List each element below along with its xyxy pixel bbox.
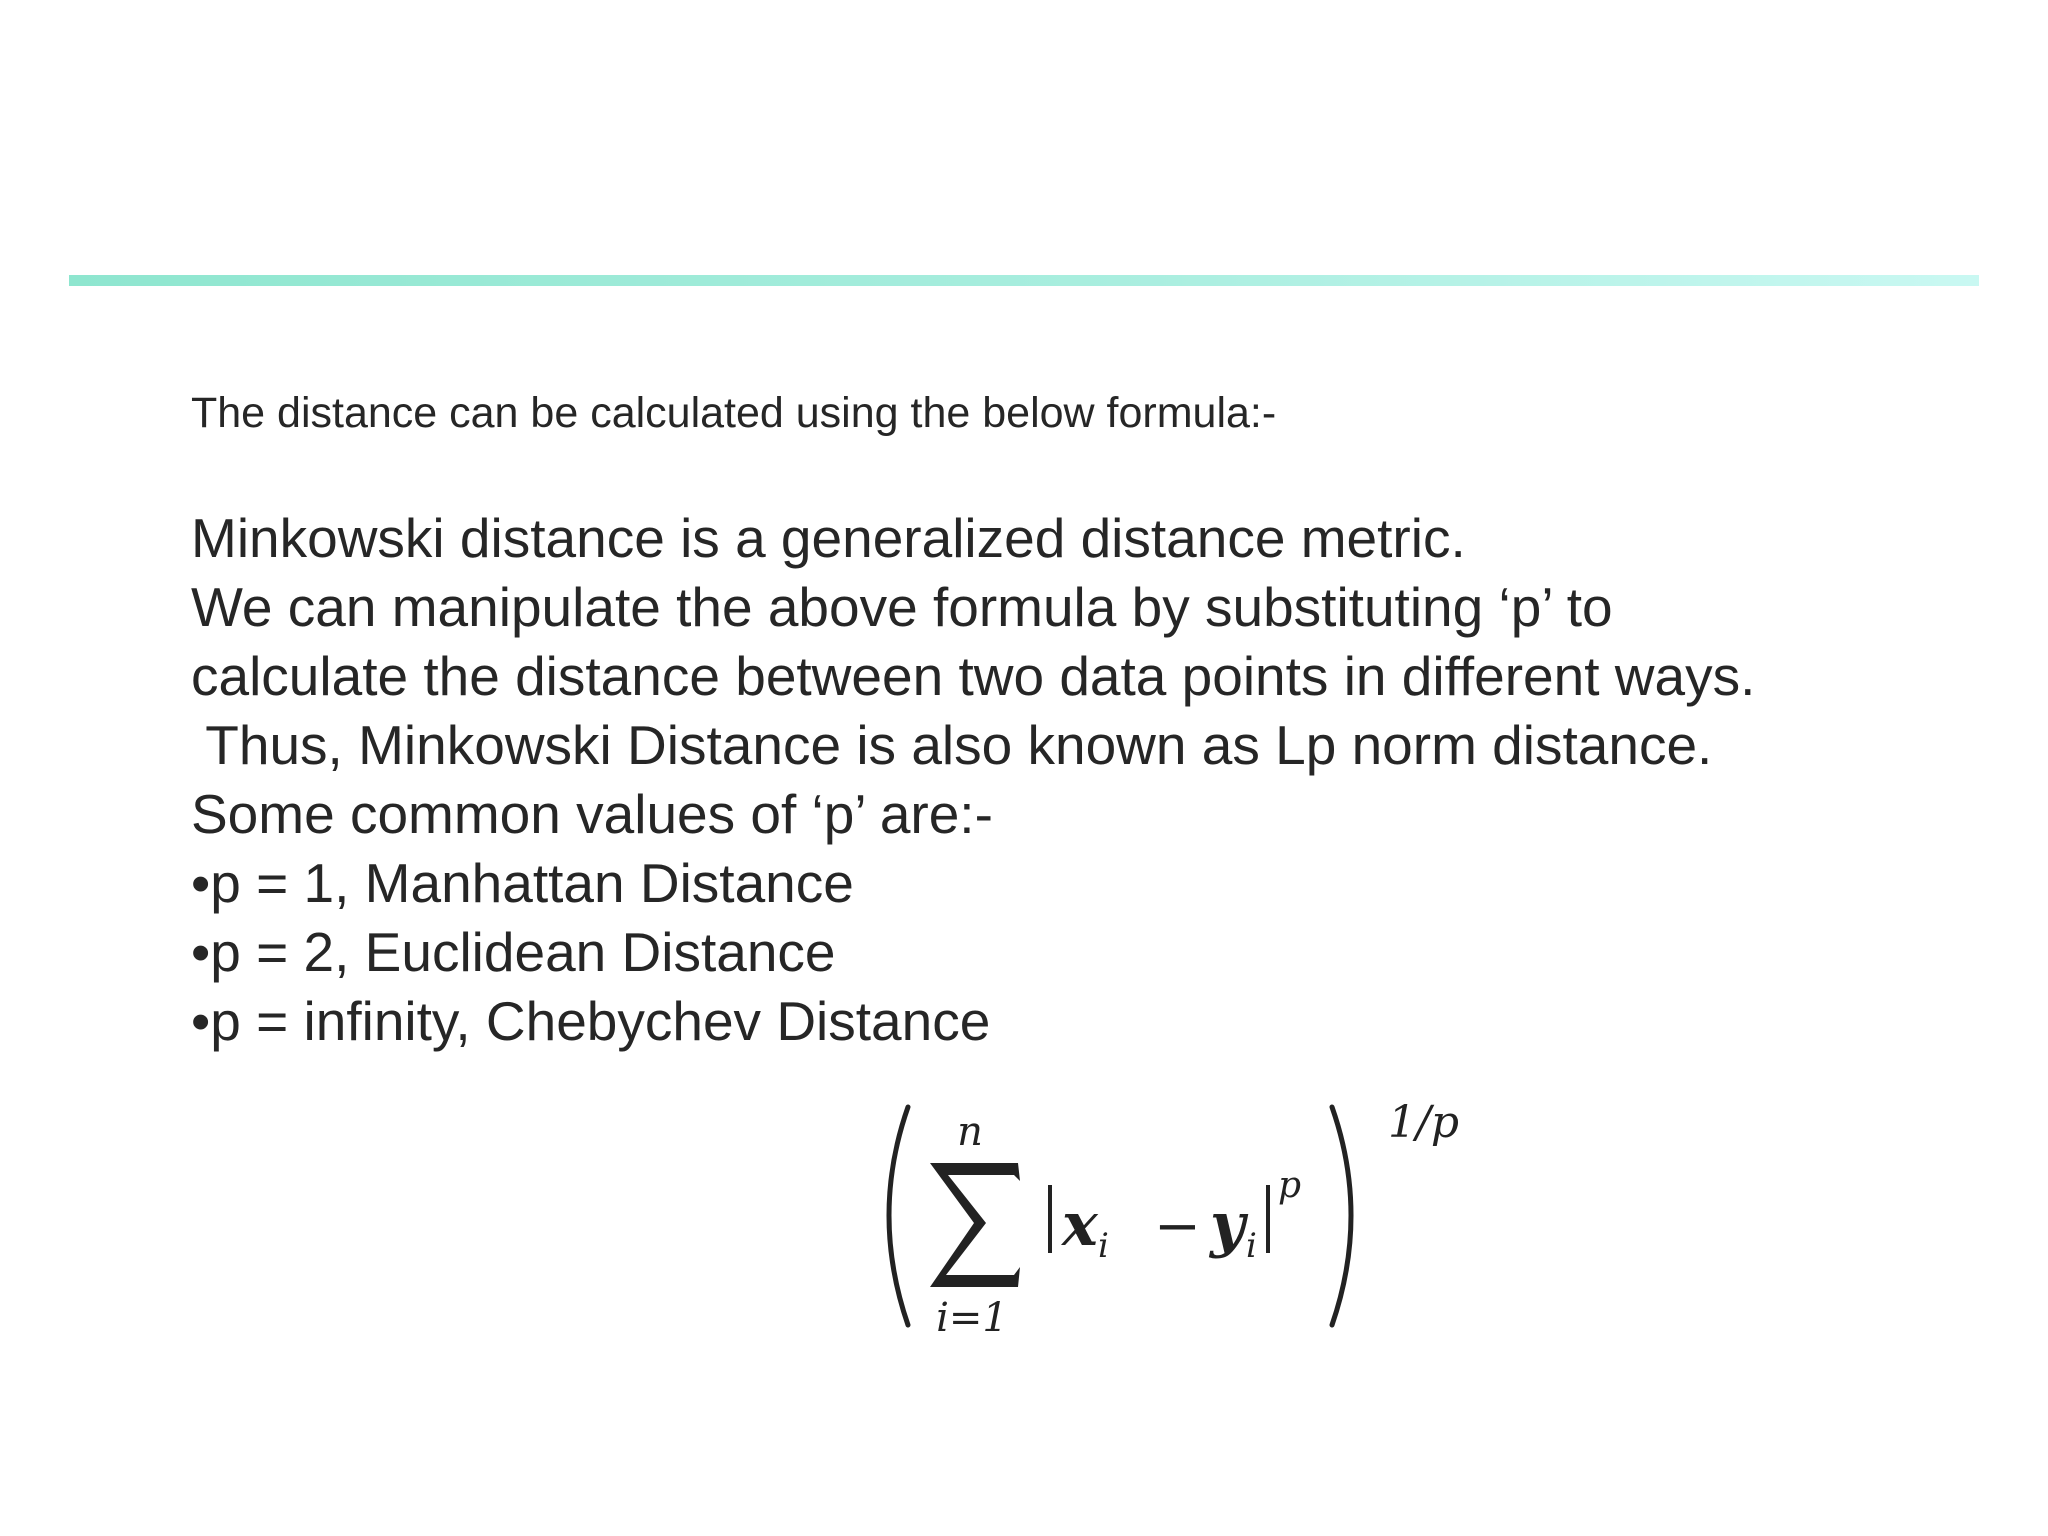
x-variable: x (1062, 1190, 1098, 1260)
body-line: calculate the distance between two data points in different ways. (191, 645, 1756, 707)
inner-exponent: p (1278, 1165, 1302, 1206)
body-line: Thus, Minkowski Distance is also known as Lp norm distance. (191, 714, 1713, 776)
minkowski-formula (860, 1085, 1500, 1345)
intro-text: The distance can be calculated using the below formula:- (191, 389, 1277, 437)
bullet-item-euclidean: •p = 2, Euclidean Distance (191, 921, 836, 983)
title-underline-rule (69, 275, 1979, 286)
sum-lower-limit: i=1 (936, 1295, 1008, 1341)
bullet-item-manhattan: •p = 1, Manhattan Distance (191, 852, 854, 914)
minus-sign: − (1154, 1194, 1201, 1259)
body-line: We can manipulate the above formula by substituting ‘p’ to (191, 576, 1613, 638)
y-variable: y (1210, 1190, 1245, 1260)
body-line: Minkowski distance is a generalized distance metric. (191, 507, 1466, 569)
bullet-item-chebychev: •p = infinity, Chebychev Distance (191, 990, 991, 1052)
right-parenthesis (1332, 1107, 1351, 1325)
body-line: Some common values of ‘p’ are:- (191, 783, 993, 845)
summation-sign (930, 1163, 1020, 1287)
body-text-list (191, 504, 1755, 1056)
y-subscript: i (1246, 1226, 1257, 1266)
left-parenthesis (889, 1107, 908, 1325)
x-subscript: i (1098, 1226, 1109, 1266)
sum-upper-limit: n (957, 1109, 983, 1155)
outer-exponent: 1/p (1388, 1097, 1459, 1148)
